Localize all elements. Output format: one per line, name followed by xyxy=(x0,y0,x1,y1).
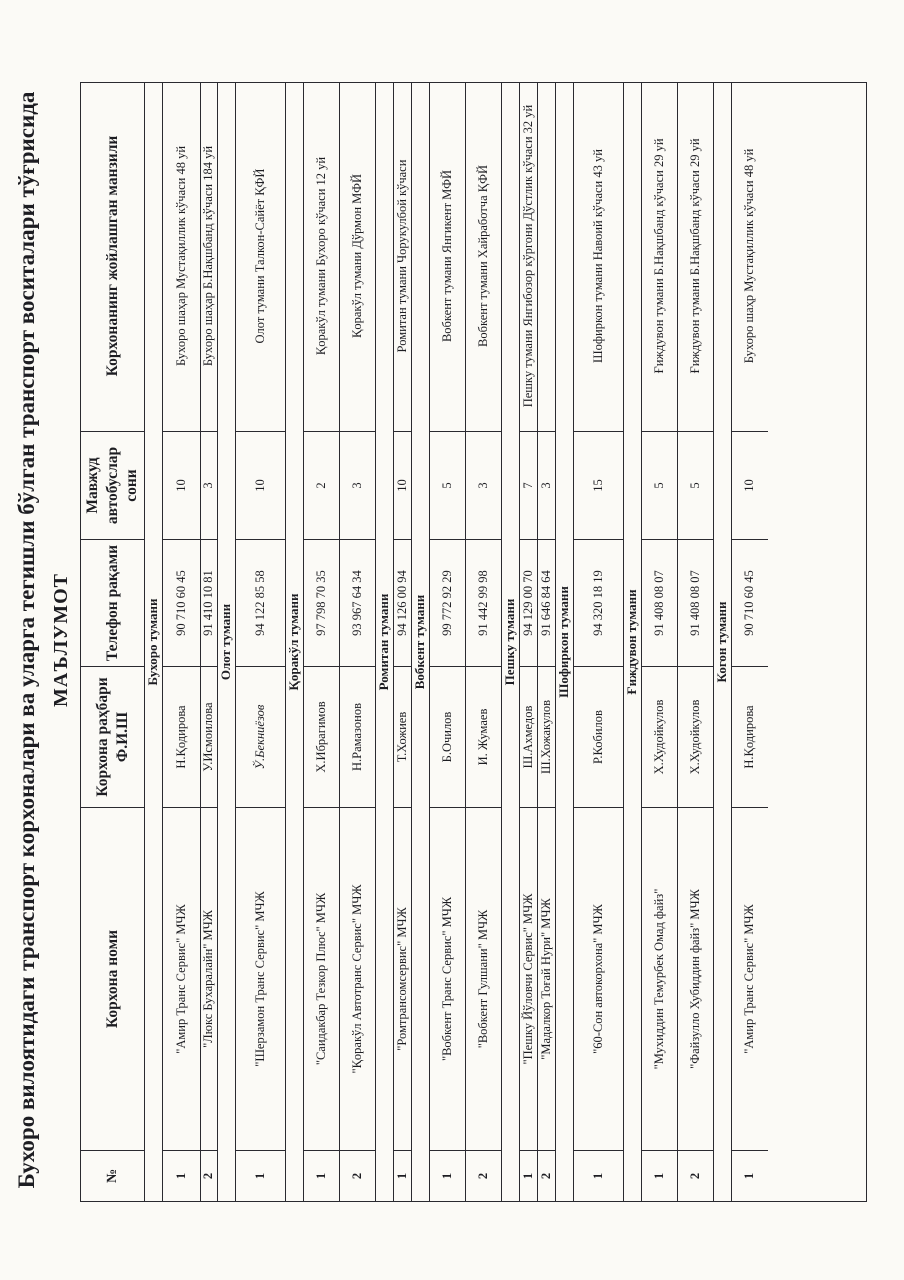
col-address: Бухоро шаҳар Б.Нақшбанд кўчаси 184 уй xyxy=(201,81,217,432)
document-subtitle: МАЪЛУМОТ xyxy=(50,573,72,707)
col-phone: 90 710 60 45 xyxy=(163,540,200,667)
district-name: Шофиркон тумани xyxy=(556,586,572,698)
col-bus-count: 10 xyxy=(163,432,200,540)
table-row xyxy=(429,83,465,1201)
col-number: 1 xyxy=(520,1172,535,1180)
col-phone: 90 710 60 45 xyxy=(732,540,768,667)
col-phone: 94 122 85 58 xyxy=(236,540,285,667)
table-row xyxy=(303,83,339,1201)
col-director: Ў.Бекниёзов xyxy=(236,667,285,808)
col-director: Х.Ибрагимов xyxy=(304,667,339,808)
table-row xyxy=(573,83,623,1201)
col-address: Шофиркон тумани Навоий кўчаси 43 уй xyxy=(574,81,623,432)
col-bus-count: 2 xyxy=(304,432,339,540)
table-row xyxy=(339,83,375,1201)
col-address xyxy=(538,81,555,432)
table-header-row xyxy=(81,83,144,1201)
district-row xyxy=(713,83,731,1201)
district-name: Бухоро тумани xyxy=(145,598,161,686)
district-row xyxy=(217,83,235,1201)
col-director: Р.Кобилов xyxy=(574,667,623,808)
col-bus-count: 15 xyxy=(574,432,623,540)
col-bus-count: 10 xyxy=(732,432,768,540)
col-number: 2 xyxy=(475,1172,490,1180)
col-company-name: "Ромтрансомсервис" МЧЖ xyxy=(394,808,411,1151)
document-title: Бухоро вилоятидаги транспорт корхоналари ва уларга тегишли бўлган транспорт воситалари тўғрисида xyxy=(14,91,39,1189)
district-row xyxy=(411,83,429,1201)
col-number: 1 xyxy=(313,1172,328,1180)
col-company-name: "Мадалкор Тоғай Нури" МЧЖ xyxy=(538,808,555,1151)
col-bus-count: 10 xyxy=(236,432,285,540)
district-name: Пешку тумани xyxy=(502,598,518,686)
col-director: Ш.Ахмедов xyxy=(520,667,537,808)
header-col-phone: Телефон рақами xyxy=(81,540,144,667)
table-row xyxy=(235,83,285,1201)
district-name: Қоракўл тумани xyxy=(286,593,302,691)
district-name: Олот тумани xyxy=(218,603,234,681)
col-phone: 91 410 10 81 xyxy=(201,540,217,667)
table-row xyxy=(393,83,411,1201)
col-director: Н.Қодирова xyxy=(163,667,200,808)
header-col-bus-count: Мавжуд автобуслар сони xyxy=(81,432,144,540)
col-director: Н.Рамазонов xyxy=(340,667,375,808)
col-phone: 99 772 92 29 xyxy=(430,540,465,667)
district-row xyxy=(144,83,162,1201)
table-row xyxy=(731,83,768,1201)
table-row xyxy=(519,83,537,1201)
district-name: Ромитан тумани xyxy=(376,593,392,691)
col-company-name: "Мухиддин Темурбек Омад файз" xyxy=(642,808,677,1151)
col-phone: 94 320 18 19 xyxy=(574,540,623,667)
col-number: 2 xyxy=(201,1172,216,1180)
header-col-number: № xyxy=(104,1168,120,1184)
col-company-name: "Саидакбар Тезкор Плюс" МЧЖ xyxy=(304,808,339,1151)
col-company-name: "Пешку Йўловчи Сервис" МЧЖ xyxy=(520,808,537,1151)
col-number: 2 xyxy=(349,1172,364,1180)
col-address: Вобкент тумани Янгикент МФЙ xyxy=(430,81,465,432)
table-row xyxy=(641,83,677,1201)
col-director: Б.Очилов xyxy=(430,667,465,808)
col-director: Х.Худойкулов xyxy=(678,667,713,808)
col-number: 1 xyxy=(651,1172,666,1180)
col-number: 1 xyxy=(439,1172,454,1180)
col-address: Бухоро шаҳар Мустақиллик кўчаси 48 уй xyxy=(163,81,200,432)
col-phone: 91 646 84 64 xyxy=(538,540,555,667)
col-bus-count: 3 xyxy=(340,432,375,540)
col-bus-count: 3 xyxy=(201,432,217,540)
col-bus-count: 5 xyxy=(430,432,465,540)
col-company-name: "Люкс Бухаралайн" МЧЖ xyxy=(201,808,217,1151)
col-phone: 93 967 64 34 xyxy=(340,540,375,667)
col-phone: 97 798 70 35 xyxy=(304,540,339,667)
col-number: 1 xyxy=(590,1172,605,1180)
col-company-name: "Шерзамон Транс Сервис" МЧЖ xyxy=(236,808,285,1151)
header-col-director: Корхона раҳбари Ф.И.Ш xyxy=(81,667,144,808)
district-row xyxy=(501,83,519,1201)
col-director: Ш.Хожакулов xyxy=(538,667,555,808)
col-address: Бухоро шаҳр Мустақиллик кўчаси 48 уй xyxy=(732,81,768,432)
district-name: Вобкент тумани xyxy=(412,594,428,690)
transport-table xyxy=(80,82,867,1202)
col-number: 1 xyxy=(173,1172,188,1180)
table-row xyxy=(677,83,713,1201)
col-bus-count: 3 xyxy=(466,432,501,540)
table-row xyxy=(537,83,555,1201)
col-address: Ғиждувон тумани Б.Нақшбанд кўчаси 29 уй xyxy=(642,81,677,432)
col-director: Т.Хожиев xyxy=(394,667,411,808)
col-number: 2 xyxy=(538,1172,553,1180)
col-phone: 91 408 08 07 xyxy=(678,540,713,667)
header-col-address: Корхонанинг жойлашган манзили xyxy=(81,81,144,432)
district-row xyxy=(285,83,303,1201)
col-number: 1 xyxy=(742,1172,757,1180)
col-address: Ромитан тумани Чорукулбой кўчаси xyxy=(394,81,411,432)
district-row xyxy=(623,83,641,1201)
header-col-company-name: Корхона номи xyxy=(81,808,144,1151)
col-company-name: "Амир Транс Сервис" МЧЖ xyxy=(163,808,200,1151)
col-bus-count: 3 xyxy=(538,432,555,540)
district-name: Когон тумани xyxy=(714,601,730,683)
col-address: Ғиждувон тумани Б.Нақшбанд кўчаси 29 уй xyxy=(678,81,713,432)
col-address: Қоракўл тумани Бухоро кўчаси 12 уй xyxy=(304,81,339,432)
col-address: Пешку тумани Янгибозор кўргони Дўстлик кўчаси 32 уй xyxy=(520,81,537,432)
col-company-name: "Вобкент Транс Сервис" МЧЖ xyxy=(430,808,465,1151)
district-row xyxy=(375,83,393,1201)
col-director: У.Исмоилова xyxy=(201,667,217,808)
col-address: Қоракўл тумани Дўрмон МФЙ xyxy=(340,81,375,432)
table-row xyxy=(162,83,200,1201)
col-bus-count: 10 xyxy=(394,432,411,540)
district-row xyxy=(555,83,573,1201)
table-row xyxy=(200,83,217,1201)
table-row xyxy=(465,83,501,1201)
col-company-name: "60-Сон автокорхона" МЧЖ xyxy=(574,808,623,1151)
col-company-name: "Қоракўл Автотранс Сервис" МЧЖ xyxy=(340,808,375,1151)
col-number: 1 xyxy=(252,1172,267,1180)
district-name: Ғиждувон тумани xyxy=(624,589,640,695)
col-director: Х.Худойкулов xyxy=(642,667,677,808)
col-phone: 91 442 99 98 xyxy=(466,540,501,667)
col-address: Вобкент тумани Хайработча ҚФЙ xyxy=(466,81,501,432)
col-bus-count: 5 xyxy=(642,432,677,540)
col-director: Н.Қодирова xyxy=(732,667,768,808)
col-company-name: "Амир Транс Сервис" МЧЖ xyxy=(732,808,768,1151)
col-director: И. Жумаев xyxy=(466,667,501,808)
col-number: 2 xyxy=(687,1172,702,1180)
col-phone: 94 126 00 94 xyxy=(394,540,411,667)
col-company-name: "Файзулло Хубиддин файз" МЧЖ xyxy=(678,808,713,1151)
col-bus-count: 5 xyxy=(678,432,713,540)
col-address: Олот тумани Талкон-Сайёт ҚФЙ xyxy=(236,81,285,432)
col-phone: 94 129 00 70 xyxy=(520,540,537,667)
col-company-name: "Вобкент Гулшани" МЧЖ xyxy=(466,808,501,1151)
col-number: 1 xyxy=(394,1172,409,1180)
col-phone: 91 408 08 07 xyxy=(642,540,677,667)
col-bus-count: 7 xyxy=(520,432,537,540)
